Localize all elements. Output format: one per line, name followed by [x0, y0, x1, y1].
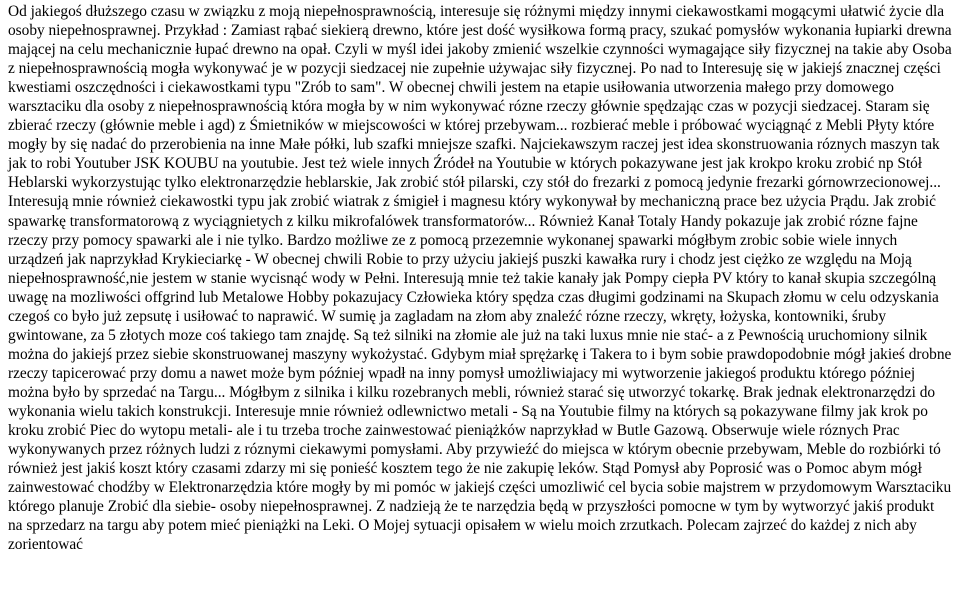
- body-paragraph: Od jakiegoś dłuższego czasu w związku z moją niepełnosprawnością, interesuje się różnymi między innymi ciekawostkami mogącymi ułatwić życie dla osoby niepełnosprawnej. Przykład : Zamiast rąbać siekierą drewno, które jest dość wysiłkowa formą pracy, szukać pomysłów wykonania łupiarki drewna mającej na celu mechanicznie łupać drewno na opał. Czyli w myśl idei jakoby zmienić wszelkie czynności wymagające siły fizycznej na takie aby Osoba z niepełnosprawnością mogła wykonywać je w pozycji siedzacej nie zupełnie używajac siły fizycznej. Po nad to Interesuję się w jakiejś znacznej części kwestiami oszczędności i ciekawostkami typu "Zrób to sam". W obecnej chwili jestem na etapie usiłowania utworzenia małego przy domowego warsztaciku dla osoby z niepełnosprawnością która mogła by w nim wykonywać rózne rzeczy głównie spędzając czas w pozycji siedzacej. Staram się zbierać rzeczy (głównie meble i agd) z Śmietników w miejscowości w której przebywam... rozbierać meble i próbować wyciągnąć z Mebli Płyty które mogły by się nadać do przerobienia na inne Małe półki, lub szafki mniejsze szafki. Najciekawszym raczej jest idea skonstruowania róznych maszyn tak jak to robi Youtuber JSK KOUBU na youtubie. Jest też wiele innych Źródeł na Youtubie w których pokazywane jest jak krokpo kroku zrobić np Stół Heblarski wykorzystując tylko elektronarzędzie heblarskie, Jak zrobić stół pilarski, czy stół do frezarki z pomocą jedynie frezarki górnowrzecionowej... Interesują mnie również ciekawostki typu jak zrobić wiatrak z śmigieł i magnesu który wykonywał by mechaniczną prace bez użycia Prądu. Jak zrobić spawarkę transformatorową z wyciągnietych z kilku mikrofalówek transformatorów... Również Kanał Totaly Handy pokazuje jak zrobić rózne fajne rzeczy przy pomocy spawarki ale i nie tylko. Bardzo możliwe ze z pomocą przezemnie wykonanej spawarki mógłbym zrobic sobie wiele innych urządzeń jak naprzykład Krykieciarkę - W obecnej chwili Robie to przy użyciu jakiejś puszki kawałka rury i chodz jest ciężko ze względu na Moją niepełnosprawność,nie jestem w stanie wycisnąć wody w Pełni. Interesują mnie też takie kanały jak Pompy ciepła PV który to kanał skupia szczególną uwagę na mozliwości offgrind lub Metalowe Hobby pokazujacy Człowieka który spędza czas długimi godzinami na Skupach złomu w celu odzyskania czegoś co było już zepsutę i usiłować to naprawić. W sumię ja zagladam na złom aby znaleźć rózne rzeczy, wkręty, łożyska, kontowniki, śruby gwintowane, za 5 złotych moze coś takiego tam znajdę. Są też silniki na złomie ale już na taki luxus mnie nie stać- a z Pewnością uruchomiony silnik można do jakiejś przez siebie skonstruowanej maszyny wykożystać. Gdybym miał sprężarkę i Takera to i bym sobie prawdopodobnie mógł jakieś drobne rzeczy tapicerować przy domu a nawet może bym później wpadł na inny pomysł umożliwiajacy mi wytworzenie jakiegoś produktu którego później można było by sprzedać na Targu... Mógłbym z silnika i kilku rozebranych mebli, również starać się utworzyć tokarkę. Brak jednak elektronarzędzi do wykonania wielu takich konstrukcji. Interesuje mnie również odlewnictwo metali - Są na Youtubie filmy na których są pokazywane filmy jak krok po kroku zrobić Piec do wytopu metali- ale i tu trzeba troche zainwestować pieniążków naprzykład w Butle Gazową. Obserwuje wiele róznych Prac wykonywanych przez różnych ludzi z róznymi ciekawymi pomysłami. Aby przywieźć do miejsca w którym obecnie przebywam, Meble do rozbiórki tó również jest jakiś koszt który czasami zdarzy mi się ponieść kosztem tego że nie zakupię leków. Stąd Pomysł aby Poprosić was o Pomoc abym mógł zainwestować chodźby w Elektronarzędzia które mogły by mi pomóc w jakiejś części umozliwić cel bycia sobie majstrem w przydomowym Warsztaciku którego planuje Zrobić dla siebie- osoby niepełnosprawnej. Z nadzieją że te narzędzia będą w przyszłości pomocne w tym by wytworzyć jakiś produkt na sprzedarz na targu aby potem mieć pieniążki na Leki. O Mojej sytuacji opisałem w wielu moich zrzutkach. Polecam zajrzeć do każdej z nich aby zorientować: [8, 3, 952, 554]
- document-text-body: [8, 2, 952, 554]
